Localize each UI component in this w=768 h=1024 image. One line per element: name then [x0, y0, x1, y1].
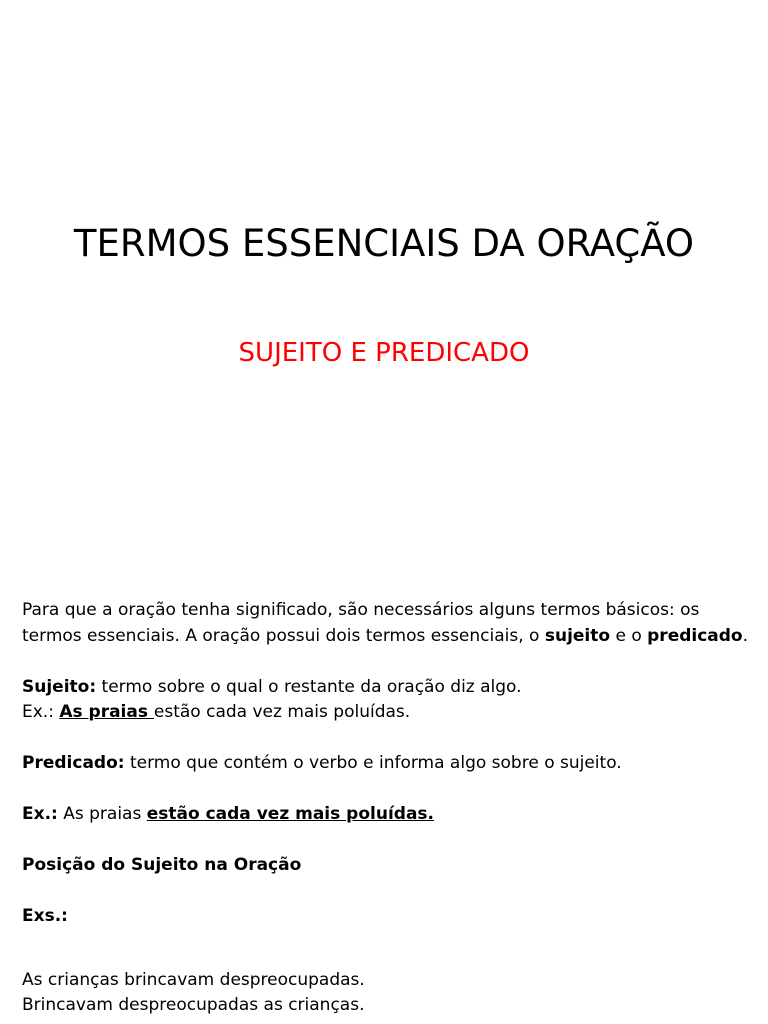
- examples-label: [22, 904, 752, 930]
- example-item: Brincavam despreocupadas as crianças.: [22, 995, 365, 1015]
- spacer: [22, 777, 752, 803]
- spacer: [22, 649, 752, 675]
- sujeito-example-prefix: Ex.:: [22, 702, 60, 722]
- spacer: [22, 828, 752, 854]
- section-heading-text: Posição do Sujeito na Oração: [22, 855, 302, 875]
- predicado-definition: [22, 751, 752, 777]
- document-body: [22, 598, 752, 1019]
- sujeito-example: [22, 700, 752, 726]
- intro-text-b: e o: [610, 625, 648, 646]
- predicado-example-label: Ex.:: [22, 804, 58, 824]
- intro-text-c: .: [742, 625, 749, 646]
- predicado-example: [22, 802, 752, 828]
- intro-bold-predicado: predicado: [647, 625, 743, 646]
- predicado-text: termo que contém o verbo e informa algo sobre o sujeito.: [124, 753, 622, 773]
- sujeito-example-rest: estão cada vez mais poluídas.: [153, 702, 411, 722]
- page-subtitle: SUJEITO E PREDICADO: [238, 338, 530, 368]
- intro-text-a: Para que a oração tenha significado, são necessários alguns termos básicos: os termos essenciais. A oração possui dois termos essenciais, o: [22, 600, 700, 646]
- examples-label-text: Exs.:: [22, 906, 68, 926]
- predicado-label: Predicado:: [22, 753, 125, 773]
- intro-paragraph: [22, 598, 752, 649]
- spacer: [22, 726, 752, 752]
- predicado-example-predicate: estão cada vez mais poluídas.: [146, 804, 434, 824]
- example-item: As crianças brincavam despreocupadas.: [22, 969, 365, 990]
- predicado-example-subject: As praias: [57, 804, 147, 824]
- sujeito-label: Sujeito:: [22, 676, 97, 697]
- page-title: TERMOS ESSENCIAIS DA ORAÇÃO: [73, 222, 695, 265]
- spacer: [22, 930, 752, 968]
- intro-bold-sujeito: sujeito: [544, 625, 611, 646]
- section-heading: [22, 853, 752, 879]
- sujeito-definition: [22, 675, 752, 701]
- sujeito-text: termo sobre o qual o restante da oração diz algo.: [96, 676, 522, 697]
- sujeito-example-subject: As praias: [59, 702, 154, 722]
- spacer: [22, 879, 752, 905]
